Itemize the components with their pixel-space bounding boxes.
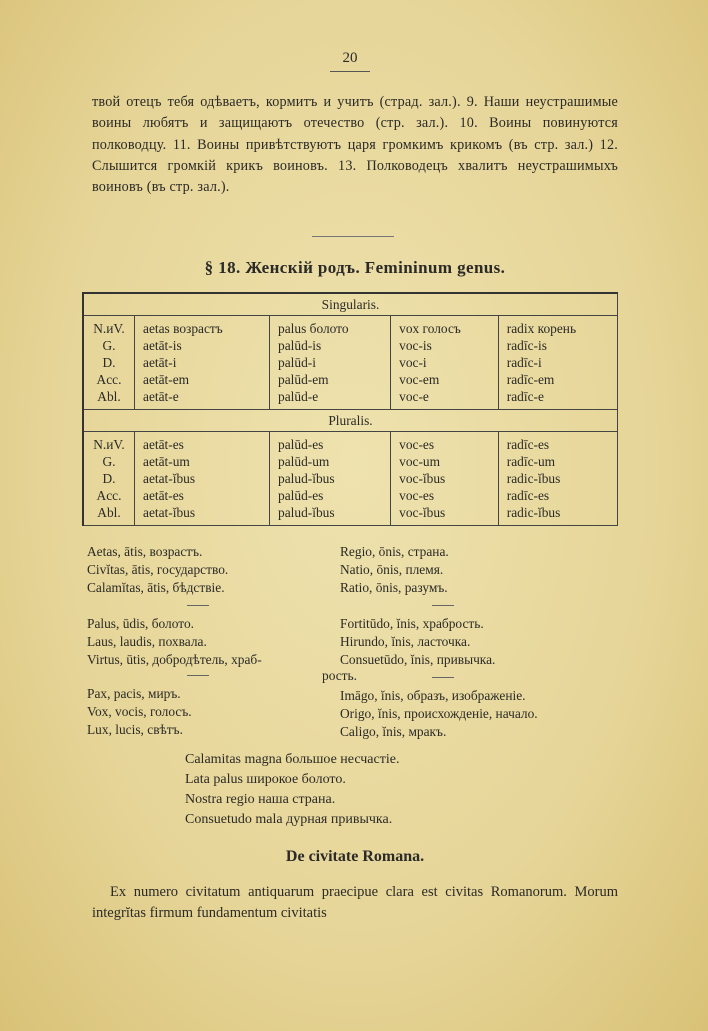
declension-cell: voc-um [391,453,499,470]
declension-cell: voc-e [391,388,499,410]
declension-cell: radic-ĭbus [498,504,617,526]
declension-cell: voc-i [391,354,499,371]
declension-cell: palūd-e [270,388,391,410]
declension-cell: voc-ĭbus [391,504,499,526]
table-row [83,316,618,338]
reading-text: Ex numero civitatum antiquarum praecipue clara est civitas Romanorum. Morum integrĭtas firmum fundamentum civitatis [92,884,618,921]
section-heading: § 18. Женскій родъ. Femininum genus. [204,258,506,277]
declension-table [82,292,618,526]
group-dash [432,677,454,678]
declension-cell: palūd-um [270,453,391,470]
group-dash [187,605,209,606]
vocab-entry: Origo, ĭnis, происхожденіе, начало. [340,706,538,721]
vocab-entry: Calamĭtas, ātis, бѣдствіе. [87,580,225,595]
reading-title: De civitate Romana. [285,848,425,865]
declension-cell: radic-ĭbus [498,470,617,487]
example-phrases [185,750,399,830]
case-label: Abl. [83,388,135,410]
table-row [83,354,618,371]
vocab-entry: Fortitūdo, ĭnis, храбрость. [340,616,484,631]
declension-cell: palud-ĭbus [270,470,391,487]
declension-cell: aetāt-es [135,432,270,454]
case-label: D. [83,470,135,487]
declension-cell: voc-es [391,432,499,454]
table-row [83,487,618,504]
table-section-header [83,410,618,432]
declension-cell: radīc-es [498,487,617,504]
declension-cell: aetat-ĭbus [135,470,270,487]
vocab-entry: Aetas, ātis, возрастъ. [87,544,203,559]
declension-cell: palūd-es [270,487,391,504]
example-phrase: Nostra regio наша страна. [185,792,336,807]
declension-cell: voc-es [391,487,499,504]
case-label: N.иV. [83,432,135,454]
declension-cell: voc-ĭbus [391,470,499,487]
declension-cell: palud-ĭbus [270,504,391,526]
declension-cell: aetat-ĭbus [135,504,270,526]
vocab-continuation: рость. [322,668,357,683]
declension-cell: palūd-es [270,432,391,454]
table-row [83,432,618,454]
vocab-left-column [87,543,357,739]
vocab-entry: Ratio, ōnis, разумъ. [340,580,448,595]
declension-cell: radīc-em [498,371,617,388]
declension-cell: aetas возрастъ [135,316,270,338]
section-title: Singularis. [83,293,618,316]
declension-cell: radix корень [498,316,617,338]
example-phrase: Consuetudo mala дурная привычка. [185,812,393,827]
vocab-entry: Caligo, ĭnis, мракъ. [340,724,447,739]
vocab-entry: Pax, pacis, миръ. [87,686,181,701]
declension-cell: aetāt-um [135,453,270,470]
declension-cell: aetāt-es [135,487,270,504]
vocab-entry: Civĭtas, ātis, государство. [87,562,229,577]
declension-cell: palūd-i [270,354,391,371]
declension-cell: aetāt-i [135,354,270,371]
case-label: Acc. [83,487,135,504]
section-title: Pluralis. [83,410,618,432]
page-number: 20 [342,50,358,66]
exercise-paragraph: твой отецъ тебя одѣваетъ, кормитъ и учитъ (страд. зал.). 9. Наши неустрашимые воины любятъ и защищаютъ отечество (стр. зал.). 10. Воины повинуются полководцу. 11. Воины привѣтствуютъ царя громкимъ крикомъ (въ стр. зал.) 12. Слышится громкій крикъ воиновъ. 13. Полководецъ хвалитъ неустрашимыхъ воиновъ (въ стр. зал.). [92,94,618,196]
vocab-entry: Hirundo, ĭnis, ласточка. [340,634,471,649]
declension-cell: palūd-is [270,337,391,354]
case-label: N.иV. [83,316,135,338]
declension-cell: voc-is [391,337,499,354]
case-label: Abl. [83,504,135,526]
declension-cell: aetāt-is [135,337,270,354]
vocab-right-column [340,543,630,741]
vocab-entry: Natio, ōnis, племя. [340,562,444,577]
section-divider [312,236,394,237]
vocab-entry: Palus, ūdis, болото. [87,616,194,631]
declension-cell: voc-em [391,371,499,388]
case-label: G. [83,453,135,470]
vocab-entry: Imāgo, ĭnis, образъ, изображеніе. [340,688,526,703]
declension-cell: vox голосъ [391,316,499,338]
declension-cell: radīc-is [498,337,617,354]
vocab-entry: Virtus, ūtis, добродѣтель, храб- [87,652,262,667]
group-dash [432,605,454,606]
declension-cell: palus болото [270,316,391,338]
vocab-entry: Vox, vocis, голосъ. [87,704,192,719]
declension-cell: radīc-um [498,453,617,470]
declension-cell: palūd-em [270,371,391,388]
table-section-header [83,293,618,316]
vocab-entry: Consuetūdo, ĭnis, привычка. [340,652,496,667]
example-phrase: Lata palus широкое болото. [185,772,346,787]
case-label: G. [83,337,135,354]
vocab-entry: Regio, ōnis, страна. [340,544,449,559]
declension-cell: aetāt-em [135,371,270,388]
table-row [83,337,618,354]
case-label: Acc. [83,371,135,388]
table-row [83,470,618,487]
table-row [83,504,618,526]
vocab-entry: Lux, lucis, свѣтъ. [87,722,183,737]
declension-cell: radīc-i [498,354,617,371]
table-row [83,453,618,470]
case-label: D. [83,354,135,371]
vocab-entry: Laus, laudis, похвала. [87,634,207,649]
declension-cell: radīc-es [498,432,617,454]
table-row [83,371,618,388]
page-number-rule [330,71,370,72]
table-row [83,388,618,410]
group-dash [187,675,209,676]
example-phrase: Calamitas magna большое несчастіе. [185,752,400,767]
declension-cell: radīc-e [498,388,617,410]
declension-cell: aetāt-e [135,388,270,410]
